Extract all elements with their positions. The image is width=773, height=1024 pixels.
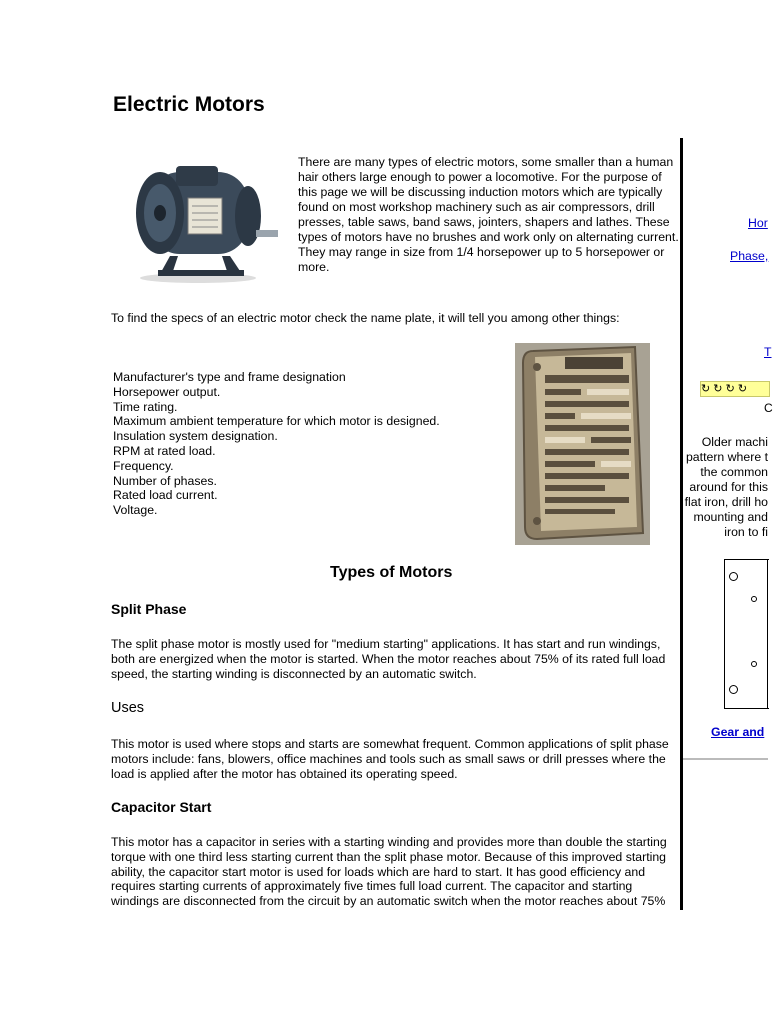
sidebar-text-line: flat iron, drill ho: [684, 495, 768, 509]
list-item: Frequency.: [113, 458, 174, 473]
sidebar-link-home[interactable]: Hor: [748, 216, 768, 230]
page-title: Electric Motors: [113, 93, 265, 116]
capacitor-start-heading: Capacitor Start: [111, 799, 212, 815]
split-phase-heading: Split Phase: [111, 601, 187, 617]
arrow-icon: ↻: [737, 383, 748, 395]
list-item: Number of phases.: [113, 473, 217, 488]
specs-lead-text: To find the specs of an electric motor check the name plate, it will tell you among other things:: [111, 311, 620, 325]
sidebar-caption: C: [764, 401, 773, 415]
hole-icon: [751, 661, 757, 667]
list-item: Insulation system designation.: [113, 429, 278, 444]
sidebar-text-line: around for this: [689, 480, 768, 494]
column-divider: [680, 138, 683, 910]
arrow-icon: ↻: [701, 383, 711, 395]
list-item: Maximum ambient temperature for which motor is designed.: [113, 414, 440, 429]
sidebar-icon-strip: [700, 381, 770, 397]
sidebar-text-line: Older machi: [701, 435, 768, 449]
arrow-icon: ↻: [713, 383, 723, 395]
sidebar-text-line: pattern where t: [685, 450, 768, 464]
list-item: Voltage.: [113, 503, 158, 518]
arrow-icon: ↻: [725, 383, 735, 395]
motor-nameplate-image: [515, 343, 650, 545]
sidebar-link-gear[interactable]: Gear and: [711, 725, 765, 739]
sidebar-text-line: iron to fi: [724, 525, 768, 539]
list-item: Rated load current.: [113, 488, 218, 503]
sidebar-link-t[interactable]: T: [764, 345, 772, 359]
nameplate-spec-list: [113, 370, 440, 518]
sidebar-description: [684, 435, 768, 540]
electric-motor-image: [130, 160, 280, 285]
sidebar-text-line: mounting and: [693, 510, 768, 524]
sidebar-text-line: the common: [700, 465, 768, 479]
list-item: Time rating.: [113, 399, 178, 414]
list-item: Manufacturer's type and frame designation: [113, 370, 346, 384]
hole-icon: [729, 685, 738, 694]
hole-icon: [729, 572, 738, 581]
list-item: Horsepower output.: [113, 384, 221, 399]
hole-icon: [751, 596, 757, 602]
list-item: RPM at rated load.: [113, 443, 216, 458]
mounting-plate-diagram: [724, 559, 769, 709]
sidebar-divider: [683, 758, 768, 760]
types-of-motors-heading: Types of Motors: [330, 564, 453, 581]
intro-paragraph: There are many types of electric motors, some smaller than a human hair others large enough to power a locomotive. For the purpose of this page we will be discussing induction motors which are typically found on most workshop machinery such as air compressors, drill presses, table saws, band saws, jointers, shapers and lathes. These types of motors have no brushes and work only on alternating current. They may range in size from 1/4 horsepower up to 5 horsepower or more.: [298, 155, 679, 274]
split-phase-paragraph: The split phase motor is mostly used for "medium starting" applications. It has start and run windings, both are energized when the motor is started. When the motor reaches about 75% of its rated full load speed, the starting winding is disconnected by an automatic switch.: [111, 637, 666, 681]
sidebar-link-phase[interactable]: Phase,: [730, 249, 769, 263]
uses-heading: Uses: [111, 700, 145, 716]
capacitor-start-paragraph: This motor has a capacitor in series with a starting winding and provides more than double the starting torque with one third less starting current than the split phase motor. Because of this improved starting ability, the capacitor start motor is used for loads which are hard to start. It has good efficiency and requires starting currents of approximately five times full load current. The capacitor and starting windings are disconnected from the circuit by an automatic switch when the motor reaches about 75%: [111, 835, 667, 909]
split-phase-uses-paragraph: This motor is used where stops and starts are somewhat frequent. Common applications of split phase motors include: fans, blowers, office machines and tools such as small saws or drill presses where the load is applied after the motor has obtained its operating speed.: [111, 737, 669, 781]
